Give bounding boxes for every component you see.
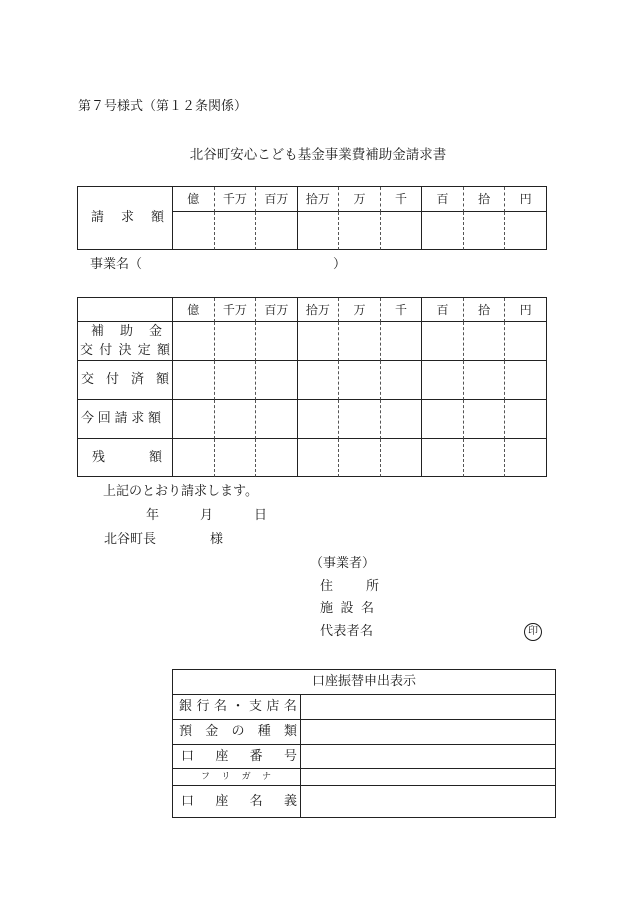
grant-label-line2-char: 定: [137, 342, 151, 358]
furigana-label-cell: [173, 769, 301, 786]
furigana-label-char: リ: [221, 772, 231, 782]
bank-branch-label-char: 支: [248, 699, 262, 714]
balance-digit-cell: [256, 439, 298, 477]
request-amount-label-char: 額: [150, 210, 164, 225]
account-number-label-char: 口: [181, 748, 195, 764]
account-holder-field: [301, 786, 556, 818]
digit-header: 億: [173, 298, 215, 322]
grant-label-line1-char: 補: [91, 323, 105, 339]
bank-branch-label: [179, 700, 297, 714]
address-label: [320, 580, 379, 594]
paid-amount-digit-cell: [339, 361, 381, 400]
paid-amount-digit-cell: [215, 361, 257, 400]
paid-amount-digit-cell: [464, 361, 506, 400]
account-number-label-cell: [173, 745, 301, 769]
project-name-field: [142, 258, 333, 272]
current-request-amount-label: [81, 412, 161, 426]
seal-mark-icon: 印: [524, 623, 542, 641]
request-amount-digit-cell: [298, 212, 340, 250]
grant-decision-amount-digit-cell: [298, 322, 340, 361]
grant-decision-amount-digit-cell: [339, 322, 381, 361]
request-amount-digit-cell: [173, 212, 215, 250]
balance-digit-cell: [505, 439, 547, 477]
balance-label-cell: [78, 439, 173, 477]
grant-decision-amount-label-cell: [78, 322, 173, 361]
account-number-label-char: 号: [283, 748, 297, 764]
representative-label-char: 名: [359, 624, 373, 639]
account-holder-label-char: 口: [181, 793, 195, 809]
digit-header: 万: [339, 187, 381, 212]
paid-amount-digit-cell: [422, 361, 464, 400]
digit-header: 百: [422, 187, 464, 212]
digit-header: 百万: [256, 187, 298, 212]
document-title: 北谷町安心こども基金事業費補助金請求書: [189, 147, 447, 163]
facility-name-label-char: 施: [320, 601, 334, 616]
current-request-amount-digit-cell: [381, 400, 423, 439]
paid-amount-row: [78, 361, 547, 400]
digit-header: 円: [505, 298, 547, 322]
deposit-type-label: [179, 725, 297, 739]
account-number-label-char: 座: [215, 748, 229, 764]
request-amount-label-char: 請: [91, 210, 105, 225]
account-number-field: [301, 745, 556, 769]
digit-header: 百: [422, 298, 464, 322]
balance-row: [78, 439, 547, 477]
request-amount-label: [91, 211, 164, 225]
current-request-amount-label-char: 額: [147, 411, 161, 426]
grant-decision-amount-digit-cell: [173, 322, 215, 361]
facility-name-label-char: 名: [360, 601, 374, 616]
current-request-amount-digit-cell: [298, 400, 340, 439]
deposit-type-label-char: 類: [283, 724, 297, 739]
current-request-amount-label-char: 求: [131, 411, 145, 426]
request-amount-digit-cell: [215, 212, 257, 250]
balance-digit-cell: [215, 439, 257, 477]
request-amount-label-char: 求: [120, 210, 134, 225]
paid-amount-label: [81, 373, 169, 387]
addressee-gap: [156, 533, 210, 547]
project-name-label: 事業名（: [90, 257, 143, 272]
grant-label-line1-char: 金: [148, 323, 162, 339]
digit-header: 円: [505, 187, 547, 212]
year-label: 年: [146, 508, 160, 523]
digit-header: 拾万: [298, 298, 340, 322]
bank-branch-field: [301, 695, 556, 720]
digit-header: 百万: [256, 298, 298, 322]
grant-decision-amount-digit-cell: [256, 322, 298, 361]
deposit-type-label-char: の: [231, 724, 245, 739]
balance-digit-cell: [298, 439, 340, 477]
grant-decision-amount-digit-cell: [381, 322, 423, 361]
current-request-amount-label-cell: [78, 400, 173, 439]
digit-header: 万: [339, 298, 381, 322]
furigana-field: [301, 769, 556, 786]
current-request-amount-digit-cell: [464, 400, 506, 439]
digit-header: 千: [381, 187, 423, 212]
deposit-type-label-char: 種: [257, 724, 271, 739]
request-amount-label-cell: [78, 187, 173, 250]
digit-header: 千: [381, 298, 423, 322]
applicant-heading: （事業者）: [310, 556, 376, 571]
paid-amount-label-cell: [78, 361, 173, 400]
paid-amount-digit-cell: [381, 361, 423, 400]
day-label: 日: [254, 508, 268, 523]
day-field: [213, 509, 254, 523]
address-label-char: 住: [320, 579, 334, 594]
grant-label-line2-char: 付: [99, 342, 113, 358]
bank-branch-label-char: 行: [196, 699, 210, 714]
digit-header: 千万: [215, 187, 257, 212]
bank-branch-label-cell: [173, 695, 301, 720]
balance-label-char: 額: [148, 449, 162, 465]
deposit-type-field: [301, 720, 556, 745]
paid-amount-digit-cell: [298, 361, 340, 400]
request-amount-digit-cell: [256, 212, 298, 250]
paid-amount-label-char: 付: [105, 372, 119, 387]
request-statement: 上記のとおり請求します。: [103, 484, 258, 499]
grant-decision-amount-digit-cell: [464, 322, 506, 361]
deposit-type-label-cell: [173, 720, 301, 745]
bank-branch-label-char: 銀: [179, 699, 193, 714]
account-holder-label-char: 名: [249, 793, 263, 809]
deposit-type-row: [173, 720, 556, 745]
balance-label-char: 残: [92, 449, 106, 465]
request-amount-digit-cell: [505, 212, 547, 250]
account-holder-label-char: 義: [283, 793, 297, 809]
month-field: [159, 509, 200, 523]
furigana-label-char: ガ: [241, 772, 251, 782]
grant-label-line2-char: 交: [80, 342, 94, 358]
account-holder-row: [173, 786, 556, 818]
grant-label-line1: [91, 325, 162, 339]
digit-header: 拾: [464, 298, 506, 322]
summary-header-row: [78, 298, 547, 322]
representative-label: [320, 625, 373, 639]
paid-amount-digit-cell: [256, 361, 298, 400]
facility-name-label: [320, 602, 374, 616]
grant-label-line2: [80, 344, 170, 358]
paid-amount-label-char: 額: [155, 372, 169, 387]
balance-digit-cell: [464, 439, 506, 477]
current-request-amount-label-char: 請: [114, 411, 128, 426]
representative-label-char: 表: [333, 624, 347, 639]
digit-header: 拾万: [298, 187, 340, 212]
account-number-label-char: 番: [249, 748, 263, 764]
bank-branch-label-char: 名: [213, 699, 227, 714]
address-label-char: 所: [365, 579, 379, 594]
summary-header-blank-cell: [78, 298, 173, 322]
request-amount-digit-cell: [339, 212, 381, 250]
digit-header: 億: [173, 187, 215, 212]
representative-label-char: 代: [320, 624, 334, 639]
representative-label-char: 者: [346, 624, 360, 639]
current-request-amount-label-char: 今: [81, 411, 95, 426]
current-request-amount-digit-cell: [422, 400, 464, 439]
bank-transfer-table: [172, 669, 556, 818]
paid-amount-digit-cell: [505, 361, 547, 400]
current-request-amount-digit-cell: [339, 400, 381, 439]
balance-digit-cell: [381, 439, 423, 477]
balance-digit-cell: [339, 439, 381, 477]
balance-digit-cell: [422, 439, 464, 477]
current-request-amount-label-char: 回: [97, 411, 111, 426]
account-holder-label: [181, 795, 297, 809]
grant-label-line2-char: 額: [156, 342, 170, 358]
current-request-amount-digit-cell: [173, 400, 215, 439]
account-holder-label-cell: [173, 786, 301, 818]
bank-branch-label-char: 店: [266, 699, 280, 714]
project-name-line: [90, 258, 346, 272]
request-amount-digit-cell: [464, 212, 506, 250]
grant-label-line1-char: 助: [119, 323, 133, 339]
paid-amount-digit-cell: [173, 361, 215, 400]
grant-decision-amount-digit-cell: [215, 322, 257, 361]
grant-decision-amount-digit-cell: [505, 322, 547, 361]
bank-branch-row: [173, 695, 556, 720]
furigana-row: [173, 769, 556, 786]
project-name-close: ）: [333, 257, 347, 272]
balance-digit-cell: [173, 439, 215, 477]
deposit-type-label-char: 金: [205, 724, 219, 739]
bank-branch-label-char: 名: [283, 699, 297, 714]
facility-name-label-char: 設: [340, 601, 354, 616]
request-amount-digit-cell: [381, 212, 423, 250]
date-line: [146, 509, 267, 523]
digit-header: 拾: [464, 187, 506, 212]
account-holder-label-char: 座: [215, 793, 229, 809]
balance-label: [92, 451, 162, 465]
furigana-label: [201, 772, 271, 782]
current-request-amount-digit-cell: [215, 400, 257, 439]
addressee-honorific: 様: [210, 532, 224, 547]
request-amount-header-row: [78, 187, 547, 212]
bank-branch-label-char: ・: [231, 699, 245, 714]
grant-label-line2-char: 決: [118, 342, 132, 358]
account-number-row: [173, 745, 556, 769]
furigana-label-char: ナ: [261, 772, 271, 782]
deposit-type-label-char: 預: [179, 724, 193, 739]
subsidy-summary-table: [77, 297, 547, 477]
addressee-name: 北谷町長: [104, 532, 157, 547]
bank-heading-row: [173, 670, 556, 695]
bank-transfer-heading: 口座振替申出表示: [173, 670, 556, 695]
month-label: 月: [200, 508, 214, 523]
digit-header: 千万: [215, 298, 257, 322]
paid-amount-label-char: 済: [130, 372, 144, 387]
request-amount-digit-cell: [422, 212, 464, 250]
current-request-amount-digit-cell: [256, 400, 298, 439]
grant-decision-amount-row: [78, 322, 547, 361]
grant-decision-amount-digit-cell: [422, 322, 464, 361]
paid-amount-label-char: 交: [81, 372, 95, 387]
current-request-amount-row: [78, 400, 547, 439]
account-number-label: [181, 750, 297, 764]
furigana-label-char: フ: [201, 772, 211, 782]
addressee-line: [104, 533, 223, 547]
current-request-amount-digit-cell: [505, 400, 547, 439]
request-amount-table: [77, 186, 547, 250]
form-number: 第７号様式（第１２条関係）: [78, 99, 248, 114]
